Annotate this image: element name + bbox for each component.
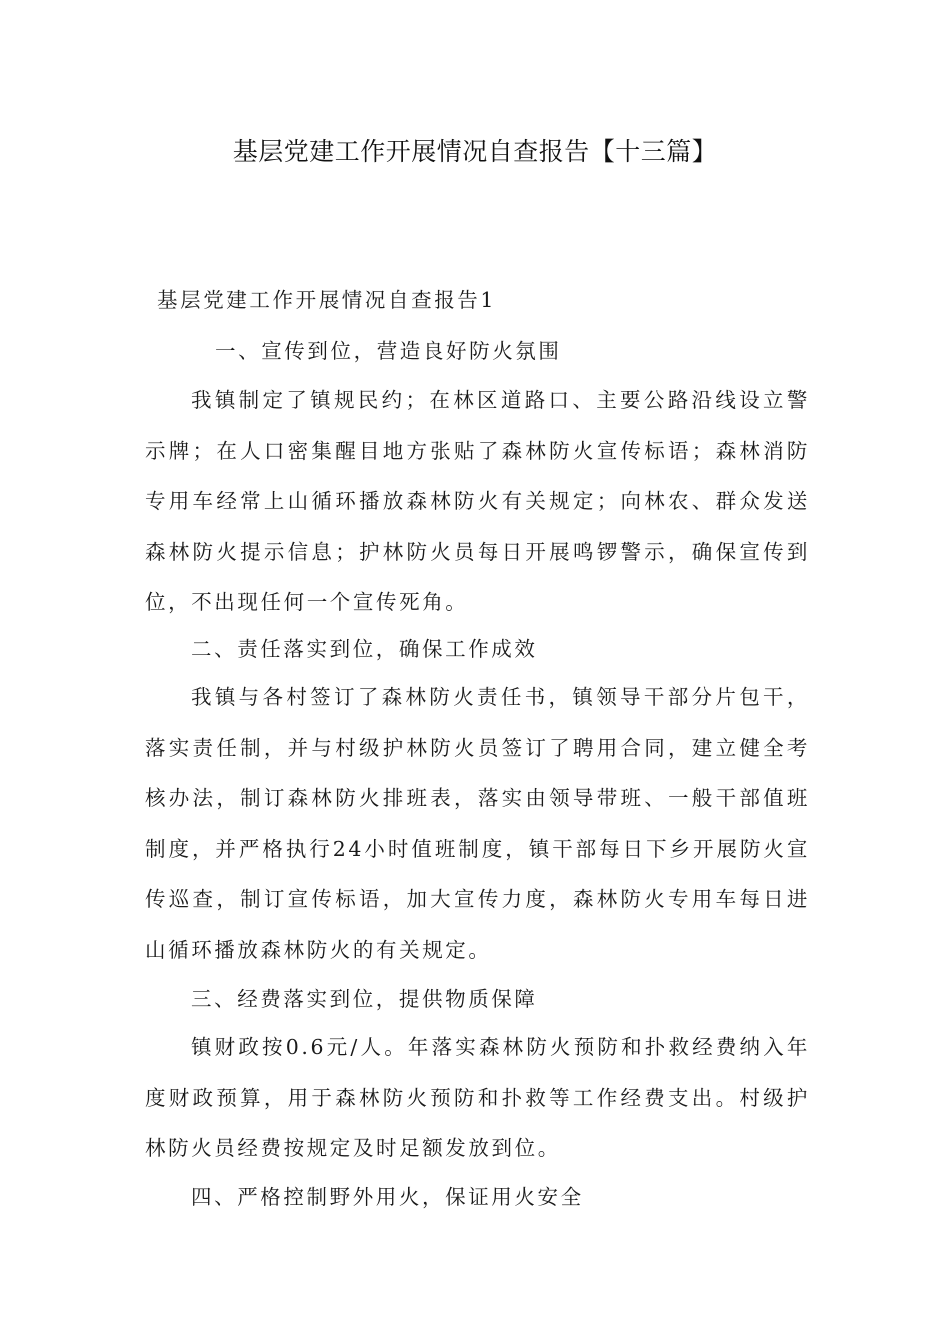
section-heading-4: 四、严格控制野外用火，保证用火安全 (191, 1185, 584, 1209)
section-paragraph-1: 我镇制定了镇规民约；在林区道路口、主要公路沿线设立警示牌；在人口密集醒目地方张贴了森林防火宣传标语；森林消防专用车经常上山循环播放森林防火有关规定；向林农、群众发送森林防火提示信息；护林防火员每日开展鸣锣警示，确保宣传到位，不出现任何一个宣传死角。 (145, 388, 810, 614)
document-title: 基层党建工作开展情况自查报告【十三篇】 (232, 137, 718, 166)
section-paragraph-3: 镇财政按0.6元/人。年落实森林防火预防和扑救经费纳入年度财政预算，用于森林防火预防和扑救等工作经费支出。村级护林防火员经费按规定及时足额发放到位。 (145, 1035, 810, 1160)
section-heading-3: 三、经费落实到位，提供物质保障 (191, 987, 538, 1011)
section-heading-2: 二、责任落实到位，确保工作成效 (191, 637, 538, 661)
section-heading-1: 一、宣传到位，营造良好防火氛围 (215, 339, 562, 363)
section-paragraph-2: 我镇与各村签订了森林防火责任书，镇领导干部分片包干，落实责任制，并与村级护林防火员签订了聘用合同，建立健全考核办法，制订森林防火排班表，落实由领导带班、一般干部值班制度，并严格执行24小时值班制度，镇干部每日下乡开展防火宣传巡查，制订宣传标语，加大宣传力度，森林防火专用车每日进山循环播放森林防火的有关规定。 (145, 685, 810, 962)
report-subtitle: 基层党建工作开展情况自查报告1 (157, 288, 497, 312)
